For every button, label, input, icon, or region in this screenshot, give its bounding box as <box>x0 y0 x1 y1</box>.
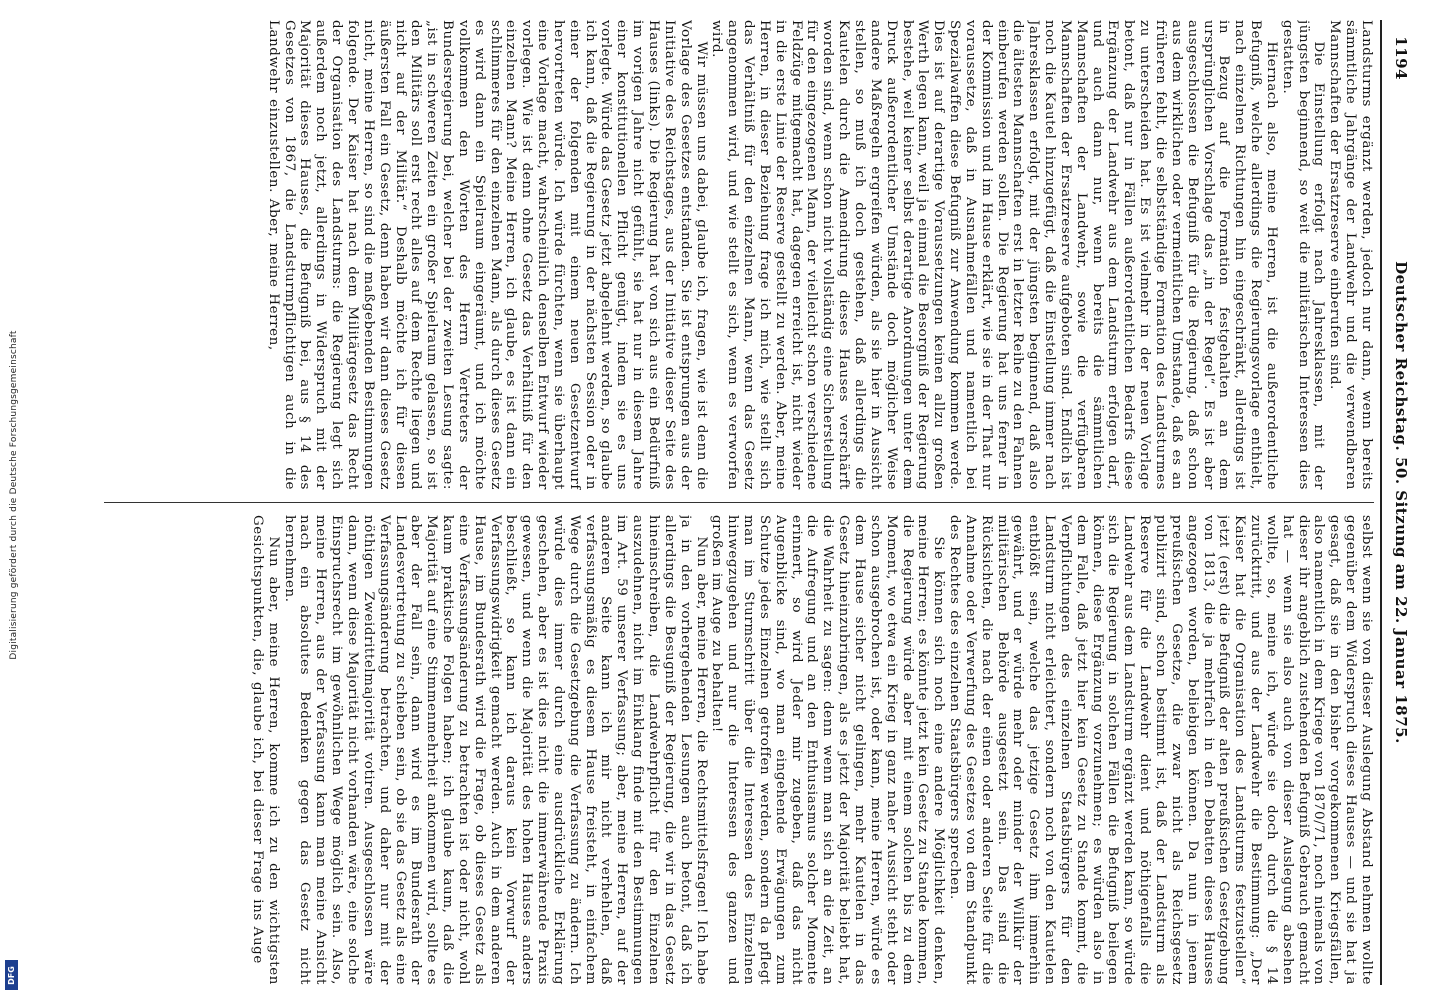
page-title: Deutscher Reichstag. 50. Sitzung am 22. Januar 1875. <box>1392 261 1410 744</box>
page-rotated <box>100 20 1410 985</box>
paragraph: Nun aber, meine Herren, komme ich zu den wichtigsten Gesichtspunkten, die, glaube ich, bei dieser Frage ins Auge <box>249 515 281 985</box>
credit-text: Digitalisierung gefördert durch die Deutsche Forschungsgemeinschaft <box>9 330 19 660</box>
scanned-page <box>100 20 1410 985</box>
paragraph: Hiernach also, meine Herren, ist die außerordentliche Befugniß, welche allerdings die Regierungsvorlage enthielt, nach einzelnen Richtungen hin eingeschränkt, allerdings ist in Bezug auf die Formation festgehalten an dem ursprünglichen Vorschlage das „in der Regel“. Es ist aber ausgeschlossen die Befugniß für die Regierung, daß schon aus dem wirklichen oder vermeintlichen Umstande, daß es an früheren fehlt, die selbstständige Formation des Landsturmes zu unterscheiden hat. Es ist vielmehr in der neuen Vorlage betont, daß nur in Fällen außerordentlichen Bedarfs diese Ergänzung der Landwehr aus dem Landsturm erfolgen darf, und auch dann nur, wenn bereits die sämmtlichen Mannschaften der Landwehr, sowie die verfügbaren Mannschaften der Ersatzreserve aufgeboten sind. Endlich ist noch die Kautel hinzugefügt, daß die Einstellung immer nach Jahresklassen erfolgt, mit der jüngsten beginnend, daß also die ältesten Mannschaften erst in letzter Reihe zu den Fahnen einberufen werden sollen. Die Regierung hat uns ferner in der Kommission und im Hause erklärt, wie sie in der That nur voraussetze, daß in Ausnahmefällen und namentlich bei Spezialwaffen diese Befugniß zur Anwendung kommen werde. Dies ist auf derartige Voraussetzungen keinen allzu großen Werth legen kann, weil ja einmal die Besorgniß der Regierung bestehe, weil keiner selbst derartige Anordnungen unter dem Druck außerordentlicher Umstände doch möglicher Weise andere Maßregeln ergreifen würden, als sie hier in Aussicht stellen, so muß ich doch gestehen, daß allerdings die Kautelen durch die Amendirung dieses Hauses verschärft worden sind, wenn schon nicht vollständig eine Sicherstellung für den eingezogenen Mann, der vielleicht schon verschiedene Feldzüge mitgemacht hat, dagegen erreicht ist, nicht wieder in die erste Linie der Reserve gestellt zu werden. Aber, meine Herren, in dieser Beziehung frage ich mich, wie stellt sich das Verhältniß für den einzelnen Mann, wenn das Gesetz angenommen wird, und wie stellt es sich, wenn es verworfen wird. <box>709 20 1279 490</box>
dfg-logo-text: DFG <box>7 965 17 985</box>
running-head <box>1380 20 1410 985</box>
paragraph: Landsturms ergänzt werden, jedoch nur dann, wenn bereits sämmtliche Jahrgänge der Landwehr und die verwendbaren Mannschaften der Ersatzreserve einberufen sind. <box>1327 20 1374 490</box>
paragraph: selbst wenn sie von dieser Auslegung Abstand nehmen wollte gegenüber dem Widerspruch dieses Hauses — und sie hat ja gesagt, daß sie in den bisher vorgekommenen Kriegsfällen, also namentlich in dem Kriege von 1870/71, noch niemals von dieser ihr angeblich zustehenden Befugniß Gebrauch gemacht hat — wenn sie also auch von dieser Auslegung absehen wollte, so, meine ich, würde sie doch durch die § 14 zurücktritt, und aus der Landwehr die Bestimmung: „Der Kaiser hat die Organisation des Landsturms festzustellen“ jetzt (erst) die Befugniß der alten preußischen Gesetzgebung von 1813, die ja mehrfach in den Debatten dieses Hauses angezogen worden, beliebigen können. Da nun in jenem preußischen Gesetze, die zwar nicht als Reichsgesetz publizirt sind, schon bestimmt ist, daß der Landsturm als Reserve für die Landwehr dient und nöthigenfalls die Landwehr aus dem Landsturm ergänzt werden kann, so würde sich die Regierung in solchen Fällen die Befugniß beilegen können, diese Ergänzung vorzunehmen; es würden also in dem Falle, daß jetzt hier kein Gesetz zu Stande kommt, die Verpflichtungen des einzelnen Staatsbürgers für den Landsturm nicht erleichtert, sondern noch von den Kautelen entblößt sein, welche das jetzige Gesetz ihm immerhin gewährt, und er würde mehr oder minder der Willkür der militärischen Behörde ausgesetzt sein. Das sind die Rücksichten, die nach der einen oder anderen Seite für die Annahme oder Verwerfung des Gesetzes von dem Standpunkt des Rechtes des einzelnen Staatsbürgers sprechen. <box>947 515 1374 985</box>
paragraph: Die Einstellung erfolgt nach Jahresklassen, mit der jüngsten beginnend, so weit die militärischen Interessen dies gestatten. <box>1279 20 1327 490</box>
text-columns <box>104 20 1374 985</box>
right-column <box>104 515 1374 985</box>
digitization-credit <box>4 0 18 1000</box>
page-number: 1194 <box>1392 36 1410 80</box>
paragraph: Wir müssen uns dabei, glaube ich, fragen, wie ist denn die Vorlage des Gesetzes entstanden. Sie ist entsprungen aus der Initiative des Reichstages, aus der Initiative dieser Seite des Hauses (links). Die Regierung hat von sich aus ein Bedürfniß im vorigen Jahre nicht gefühlt, sie hat nur in diesem Jahre einer konstitutionellen Pflicht genügt, indem sie es uns vorlegte. Würde das Gesetz jetzt abgelehnt werden, so glaube ich kann, daß die Regierung in der nächsten Session oder in einer der folgenden mit einem neuen Gesetzentwurf hervortreten würde. Ich würde fürchten, wenn sie überhaupt eine Vorlage macht, wahrscheinlich denselben Entwurf wieder vorlegen. Wie ist denn ohne Gesetz das Verhältniß für den einzelnen Mann? Meine Herren, ich glaube, es ist dann ein schlimmeres für den einzelnen Mann, als durch dieses Gesetz es wird dann ein Spielraum eingeräumt, und ich möchte vollkommen den Worten des Herrn Vertreters der Bundesregierung bei, welcher bei der zweiten Lesung sagte: „ist in schweren Zeiten ein großer Spielraum gelassen, so ist den Militärs soll erst recht alles auf dem Rechte liegen und nicht auf der Militär.“ Deshalb möchte ich für diesen äußersten Fall ein Gesetz, denn haben wir dann dieses Gesetz nicht, meine Herren, so sind die maßgebenden Bestimmungen folgende. Der Kaiser hat nach dem Militärgesetz das Recht der Organisation des Landsturms: die Regierung legt sich außerdem noch jetzt, allerdings in Widerspruch mit der Majorität dieses Hauses, die Befugniß bei, aus § 14 des Gesetzes von 1867, die Landsturmpflichtigen auch in die Landwehr einzustellen. Aber, meine Herren, <box>265 20 709 490</box>
paragraph: Sie können sich noch eine andere Möglichkeit denken, meine Herren; es könnte jetzt kein Gesetz zu Stande kommen, die Regierung würde aber mit einem solchen bis zu dem Moment, wo etwa ein Krieg in ganz naher Aussicht steht oder schon ausgebrochen ist, oder kann, meine Herren, würde es dem Hause sicher nicht gelingen, mehr Kautelen in das Gesetz hineinzubringen, als es jetzt der Majorität beliebt hat, die Wahrheit zu sagen: denn wenn man sich an die Zeit, an die Aufregung und an den Enthusiasmus solcher Momente erinnert, so wird Jeder mir zugeben, daß das nicht Augenblicke sind, wo man eingehende Erwägungen zum Schutze jedes Einzelnen getroffen werden, sondern da pflegt man im Sturmschritt über die Interessen des Einzelnen hinwegzugehen und nur die Interessen des ganzen und großen im Auge zu behalten! <box>709 515 947 985</box>
column-divider <box>104 502 1374 503</box>
dfg-logo-icon <box>5 960 18 990</box>
header-rule <box>1380 20 1382 985</box>
paragraph: Nun aber, meine Herren, die Rechtsmittelsfragen! Ich habe ja in den vorhergehenden Lesungen auch betont, daß ich allerdings die Besugniß der Regierung, die wir in das Gesetz hineinschreiben, die Landwehrpflicht für den Einzelnen auszudehnen, nicht im Einklang finde mit den Bestimmungen im Art. 59 unserer Verfassung; aber, meine Herren, auf der anderen Seite kann ich mir nicht verhehlen, daß verfassungsmäßig es diesem Hause freisteht, in einfachem Wege durch die Gesetzgebung die Verfassung zu ändern. Ich würde dies immer durch eine ausdrückliche Erklärung geschehen, aber es ist dies nicht die immerwährende Praxis gewesen, und wenn die Majorität des hohen Hauses anders beschließt, so kann ich daraus kein Vorwurf der Verfassungswidrigkeit gemacht werden. Auch in dem anderen Hause, im Bundesrath wird die Frage, ob dieses Gesetz als eine Verfassungsänderung zu betrachten ist oder nicht, wohl kaum praktische Folgen haben; ich glaube kaum, daß die Majorität auf eine Stimmenmehrheit ankommen wird, sollte es aber der Fall sein, dann wird es im Bundesrath der Landesvertretung zu schieben sein, ob sie das Gesetz als eine Verfassungsänderung betrachten, und daher nur mit der nöthigen Zweidrittelmajorität votiren. Ausgeschlossen wäre dann, wenn diese Majorität nicht vorhanden wäre, eine solche Einspruchsrecht im gewöhnlichen Wege möglich sein. Also, meine Herren, aus der Verfassung kann man meine Ansicht nach ein absolutes Bedenken gegen das Gesetz nicht hernehmen. <box>281 515 709 985</box>
left-column <box>104 20 1374 490</box>
